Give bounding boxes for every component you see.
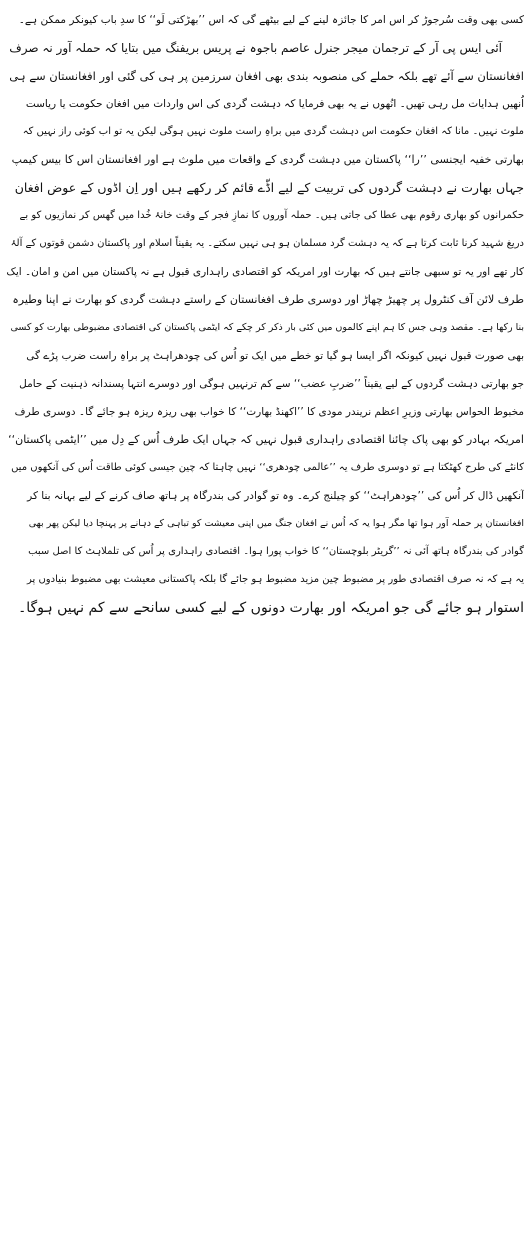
article-line: گوادر کی بندرگاہ ہاتھ آئی نہ ’’گریٹر بلوچستان‘‘ کا خواب پورا ہوا۔ اقتصادی راہداری پر اُس کی تلملاہٹ کا اصل سبب [28,546,524,557]
article-line: آنکھیں ڈال کر اُس کی ’’چودھراہٹ‘‘ کو چیلنج کرے۔ وہ تو گوادر کی بندرگاہ پر ہاتھ صاف کرنے کے لیے بہانہ بنا کر [27,490,524,502]
article-line: کانٹے کی طرح کھٹکتا ہے تو دوسری طرف یہ ’’عالمی چودھری‘‘ نہیں چاہتا کہ چین جیسی کوئی طاقت اُس کی آنکھوں میں [11,462,524,473]
article-line: اُنھیں ہدایات مل رہی تھیں۔ انُھوں نے یہ بھی فرمایا کہ دہشت گردی کی اس واردات میں افغان حکومت یا ریاست [25,98,524,110]
article-line: بھی صورت قبول نہیں کیونکہ اگر ایسا ہو گیا تو خطے میں ایک تو اُس کی چودھراہٹ پر براہِ راست ضرب پڑے گی [26,350,524,362]
article-line: استوار ہو جائے گی جو امریکہ اور بھارت دونوں کے لیے کسی سانحے سے کم نہیں ہوگا۔ [18,600,524,616]
article-line: بھارتی خفیہ ایجنسی ’’را‘‘ پاکستان میں دہشت گردی کے واقعات میں ملوث ہے اور افغانستان اس کا بیس کیمپ [11,153,524,166]
article-line: دریغ شہید کرنا ثابت کرتا ہے کہ یہ دہشت گرد مسلمان ہو ہی نہیں سکتے۔ یہ یقیناً اسلام اور پاکستان دشمن قوتوں کے آلۂ [10,238,524,249]
article-line: کسی بھی وقت سُرجوڑ کر اس امر کا جائزہ لینے کے لیے بیٹھے گی کہ اس ’’بھڑکتی لَو‘‘ کا سدِ باب کیونکر ممکن ہے۔ [18,14,524,26]
article-line: یہ ہے کہ نہ صرف اقتصادی طور پر مضبوط چین مزید مضبوط ہو جائے گا بلکہ پاکستانی معیشت بھی مضبوط بنیادوں پر [26,574,524,585]
article-line: افغانستان سے آئے تھے بلکہ حملے کی منصوبہ بندی بھی افغان سرزمین پر ہی کی گئی اور افغانستان سے ہی [9,69,524,83]
article-line: حکمرانوں کو بھاری رقوم بھی عطا کی جاتی ہیں۔ حملہ آوروں کا نمازِ فجر کے وقت خانۂ خُدا میں گھس کر نمازیوں کو بے [19,210,524,221]
article-line: طرف لائن آف کنٹرول پر چھیڑ چھاڑ اور دوسری طرف افغانستان کے راستے دہشت گردی کو بھارت نے اپنا وطیرہ [12,293,524,306]
article-line: مخبوط الحواس بھارتی وزیرِ اعظم نریندر مودی کا ’’اکھنڈ بھارت‘‘ کا خواب بھی ریزہ ریزہ ہو جائے گا۔ دوسری طرف [14,406,524,418]
article-line: امریکہ بہادر کو بھی پاک چائنا اقتصادی راہداری قبول نہیں کہ جہاں ایک طرف اُس کے دِل میں ’’ایٹمی پاکستان‘‘ [8,433,524,446]
article-line: جہاں بھارت نے دہشت گردوں کی تربیت کے لیے اڈّے قائم کر رکھے ہیں اور اِن اڈوں کے عوض افغان [14,180,524,195]
article-line: بنا رکھا ہے۔ مقصد وہی جس کا ہم اپنے کالموں میں کئی بار ذکر کر چکے کہ ایٹمی پاکستان کی اقتصادی مضبوطی بھارت کو کسی [10,322,524,333]
article-line: کار تھے اور یہ تو سبھی جانتے ہیں کہ بھارت اور امریکہ کو اقتصادی راہداری قبول ہے نہ پاکستان میں امن و امان۔ ایک [6,266,524,278]
article-line: ملوث نہیں۔ مانا کہ افغان حکومت اس دہشت گردی میں براہِ راست ملوث نہیں ہوگی لیکن یہ تو اب کوئی راز نہیں کہ [22,126,524,137]
article-line: جو بھارتی دہشت گردوں کے لیے یقیناً ’’ضربِ عضب‘‘ سے کم ترنہیں ہوگی اور دوسرے انتہا پسندانہ ذہنیت کے حامل [19,378,524,390]
article-line: افغانستان پر حملہ آور ہوا تھا مگر ہوا یہ کہ اُس نے افغان جنگ میں اپنی معیشت کو تباہی کے دہانے پر پہنچا دیا لیکن پھر بھی [28,518,524,529]
article-line: آئی ایس پی آر کے ترجمان میجر جنرل عاصم باجوہ نے پریس بریفنگ میں بتایا کہ حملہ آور نہ صرف [9,41,502,55]
article-body [4,6,524,622]
